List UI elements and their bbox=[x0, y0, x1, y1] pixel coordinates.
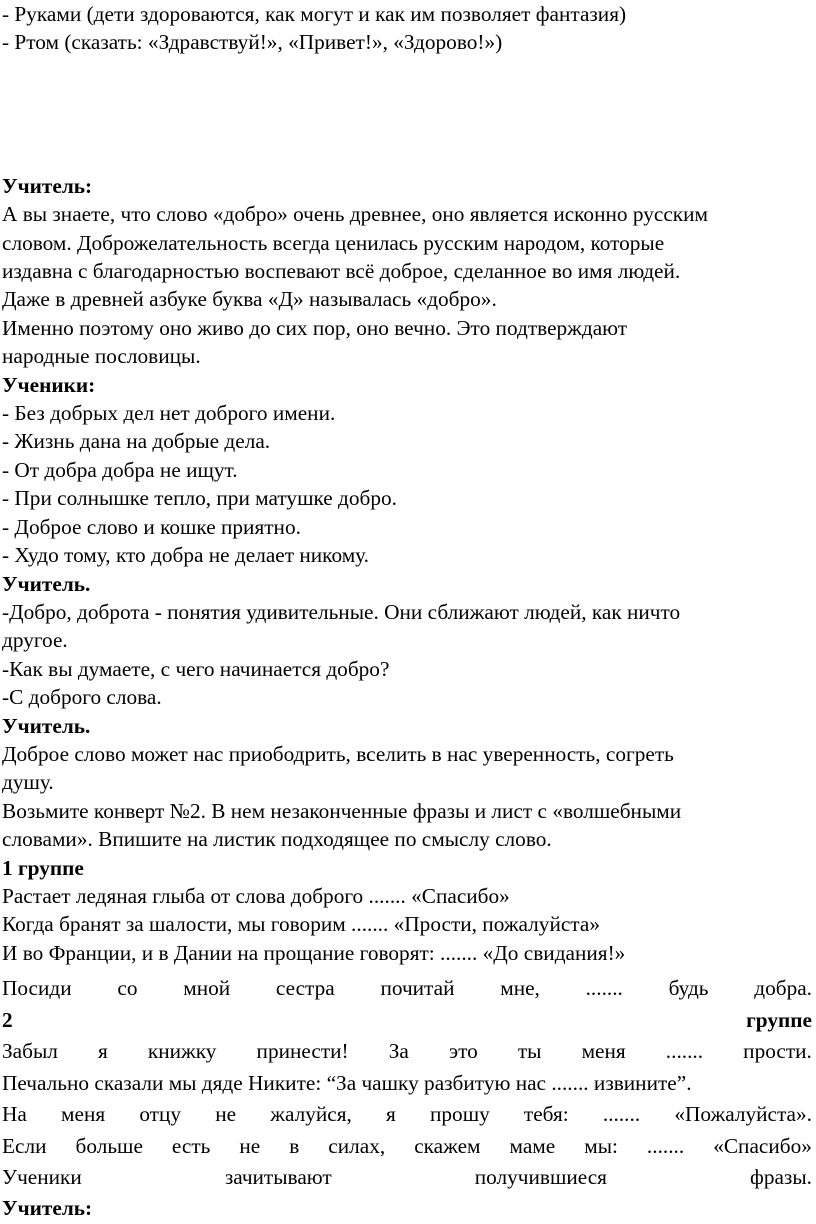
word: «Спасибо» bbox=[713, 1133, 812, 1158]
paragraph-line: -Добро, доброта - понятия удивительные. Они сближают людей, как ничто bbox=[2, 599, 681, 624]
word: мы: bbox=[584, 1133, 618, 1158]
justified-line bbox=[2, 1162, 812, 1194]
word: мне, bbox=[500, 976, 540, 1001]
justified-line bbox=[2, 1068, 812, 1100]
word: больше bbox=[75, 1133, 143, 1158]
paragraph-line: народные пословицы. bbox=[2, 344, 201, 369]
word: маме bbox=[509, 1133, 556, 1158]
paragraph-line: Возьмите конверт №2. В нем незаконченные фразы и лист с «волшебными bbox=[2, 798, 682, 823]
word: я bbox=[386, 1102, 396, 1127]
justified-line bbox=[2, 973, 812, 1005]
paragraph-line: -С доброго слова. bbox=[2, 685, 162, 710]
justified-line bbox=[2, 1131, 812, 1163]
phrase-line: Растает ледяная глыба от слова доброго ....... «Спасибо» bbox=[2, 883, 510, 908]
proverb-item: - При солнышке тепло, при матушке добро. bbox=[2, 486, 398, 511]
word: я bbox=[98, 1039, 108, 1064]
word: Ученики bbox=[2, 1165, 82, 1190]
paragraph-line: душу. bbox=[2, 770, 54, 795]
word: в bbox=[289, 1133, 300, 1158]
word: сестра bbox=[275, 976, 335, 1001]
group-1-label: 1 группе bbox=[2, 855, 84, 880]
word: книжку bbox=[147, 1039, 217, 1064]
word: отцу bbox=[139, 1102, 182, 1127]
word: ....... bbox=[602, 1102, 641, 1127]
phrase-line: И во Франции, и в Дании на прощание говорят: ....... «До свидания!» bbox=[2, 940, 626, 965]
word: ....... bbox=[646, 1133, 685, 1158]
teacher-label: Учитель. bbox=[2, 571, 91, 596]
word: есть bbox=[171, 1133, 211, 1158]
proverb-item: - Жизнь дана на добрые дела. bbox=[2, 429, 271, 454]
word: не bbox=[215, 1102, 237, 1127]
word: почитай bbox=[380, 976, 455, 1001]
phrase-line: Когда бранят за шалости, мы говорим ....... «Прости, пожалуйста» bbox=[2, 912, 600, 937]
paragraph-line: издавна с благодарностью воспевают всё доброе, сделанное во имя людей. bbox=[2, 259, 681, 284]
justified-line bbox=[2, 1099, 812, 1131]
word: зачитывают bbox=[224, 1165, 332, 1190]
word: меня bbox=[61, 1102, 106, 1127]
word: Посиди bbox=[2, 976, 72, 1001]
word: Печально сказали мы дяде Никите: “За чашку разбитую нас ....... извините”. bbox=[2, 1070, 692, 1095]
word: не bbox=[239, 1133, 261, 1158]
word: 2 bbox=[2, 1007, 13, 1032]
word: фразы. bbox=[750, 1165, 812, 1190]
word: жалуйся, bbox=[270, 1102, 352, 1127]
word: ....... bbox=[665, 1039, 704, 1064]
intro-line-1: - Руками (дети здороваются, как могут и как им позволяет фантазия) bbox=[2, 2, 627, 26]
word: получившиеся bbox=[474, 1165, 607, 1190]
word: Забыл bbox=[2, 1039, 58, 1064]
word: принести! bbox=[256, 1039, 349, 1064]
paragraph-line: -Как вы думаете, с чего начинается добро? bbox=[2, 656, 390, 681]
students-label: Ученики: bbox=[2, 372, 96, 397]
justified-block bbox=[2, 973, 812, 1194]
word: прости. bbox=[743, 1039, 812, 1064]
teacher-label: Учитель. bbox=[2, 713, 91, 738]
word: добра. bbox=[754, 976, 812, 1001]
proverb-item: - Доброе слово и кошке приятно. bbox=[2, 514, 301, 539]
justified-line bbox=[2, 1036, 812, 1068]
paragraph-line: Доброе слово может нас приободрить, вселить в нас уверенность, согреть bbox=[2, 741, 674, 766]
teacher-label: Учитель: bbox=[2, 173, 93, 198]
proverb-item: - Без добрых дел нет доброго имени. bbox=[2, 401, 336, 426]
word: меня bbox=[581, 1039, 626, 1064]
paragraph-line: Даже в древней азбуке буква «Д» называлась «добро». bbox=[2, 287, 497, 312]
document-page bbox=[2, 0, 812, 1222]
teacher-label-final: Учитель: bbox=[2, 1195, 93, 1220]
word: «Пожалуйста». bbox=[674, 1102, 812, 1127]
word: На bbox=[2, 1102, 27, 1127]
word: силах, bbox=[328, 1133, 386, 1158]
paragraph-line: другое. bbox=[2, 628, 68, 653]
word: скажем bbox=[414, 1133, 481, 1158]
word: ....... bbox=[585, 976, 623, 1001]
justified-line bbox=[2, 1005, 812, 1037]
paragraph-line: словом. Доброжелательность всегда ценилась русским народом, которые bbox=[2, 230, 665, 255]
word: ты bbox=[517, 1039, 542, 1064]
paragraph-line: словами». Впишите на листик подходящее по смыслу слово. bbox=[2, 827, 552, 852]
word: будь bbox=[668, 976, 709, 1001]
word: прошу bbox=[430, 1102, 490, 1127]
paragraph-line: Именно поэтому оно живо до сих пор, оно вечно. Это подтверждают bbox=[2, 315, 628, 340]
word: группе bbox=[746, 1007, 812, 1032]
word: тебя: bbox=[523, 1102, 569, 1127]
word: За bbox=[388, 1039, 409, 1064]
word: это bbox=[448, 1039, 478, 1064]
word: Если bbox=[2, 1133, 47, 1158]
paragraph-line: А вы знаете, что слово «добро» очень древнее, оно является исконно русским bbox=[2, 202, 708, 227]
proverb-item: - Худо тому, кто добра не делает никому. bbox=[2, 543, 370, 568]
intro-line-2: - Ртом (сказать: «Здравствуй!», «Привет!», «Здорово!») bbox=[2, 30, 503, 55]
word: мной bbox=[183, 976, 231, 1001]
proverb-item: - От добра добра не ищут. bbox=[2, 457, 238, 482]
word: со bbox=[117, 976, 138, 1001]
